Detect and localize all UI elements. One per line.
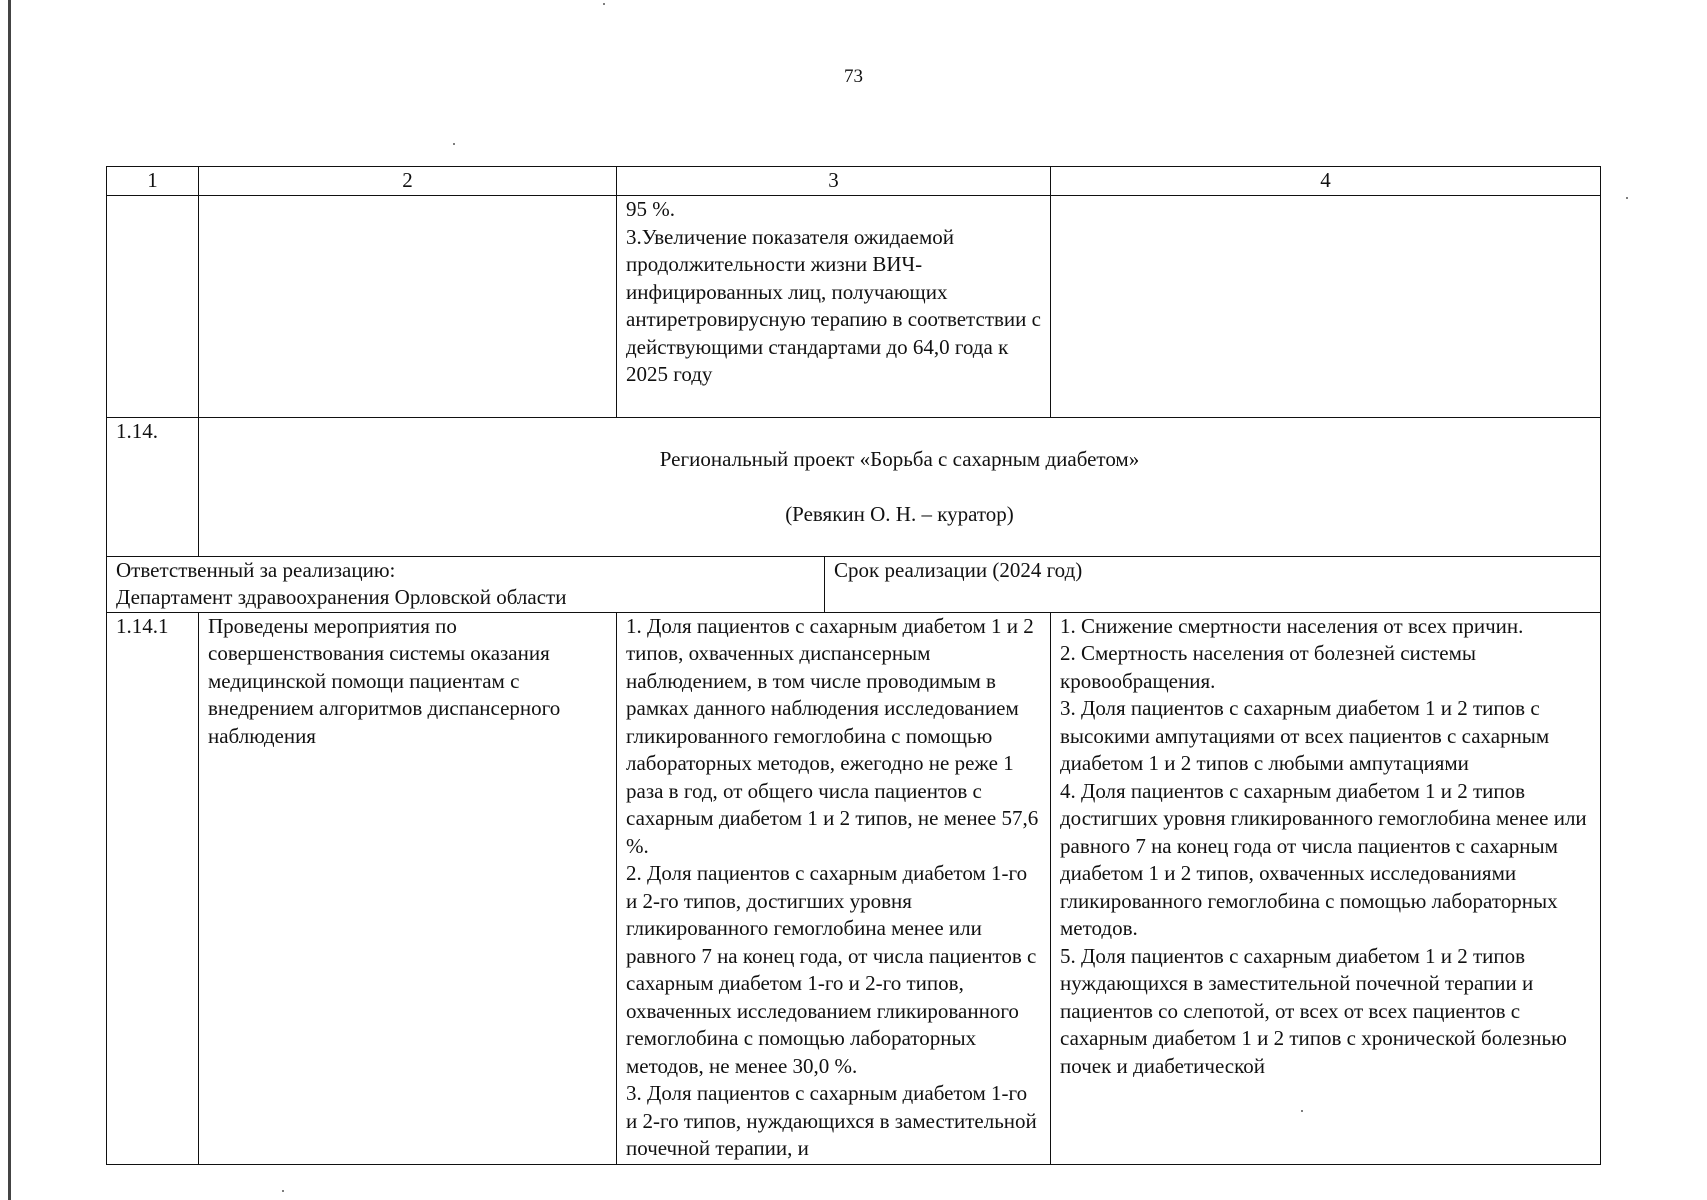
table-row-continuation [107, 196, 1601, 418]
main-number: 1.14.1 [107, 612, 199, 1164]
scan-speck [1626, 197, 1628, 199]
scan-edge-line [8, 0, 11, 1200]
measures-table [106, 166, 1601, 1165]
table-row-1-14-1 [107, 612, 1601, 1164]
responsible-cell: Ответственный за реализацию: Департамент здравоохранения Орловской области [107, 556, 825, 612]
scan-speck [453, 143, 455, 145]
continuation-cell-4 [1051, 196, 1601, 418]
project-title-cell [199, 418, 1601, 557]
project-number: 1.14. [107, 418, 199, 557]
project-curator: (Ревякин О. Н. – куратор) [785, 501, 1014, 526]
main-indicators: 1. Доля пациентов с сахарным диабетом 1 и 2 типов, охваченных диспансерным наблюдением, в том числе проводимым в рамках данного наблюдения исследованием гликированного гемоглобина с помощью лабораторных методов, ежегодно не реже 1 раза в год, от общего числа пациентов с сахарным диабетом 1 и 2 типов, не менее 57,6 %. 2. Доля пациентов с сахарным диабетом 1-го и 2-го типов, достигших уровня гликированного гемоглобина менее или равного 7 на конец года, от числа пациентов с сахарным диабетом 1-го и 2-го типов, охваченных исследованием гликированного гемоглобина с помощью лабораторных методов, не менее 30,0 %. 3. Доля пациентов с сахарным диабетом 1-го и 2-го типов, нуждающихся в заместительной почечной терапии, и [617, 612, 1051, 1164]
scan-speck [603, 3, 605, 5]
table-row-project [107, 418, 1601, 557]
header-cell-1: 1 [107, 167, 199, 196]
table-header-row [107, 167, 1601, 196]
scan-speck [282, 1190, 284, 1192]
continuation-cell-2 [199, 196, 617, 418]
table-row-responsibility [107, 556, 1601, 612]
main-results: 1. Снижение смертности населения от всех причин. 2. Смертность населения от болезней системы кровообращения. 3. Доля пациентов с сахарным диабетом 1 и 2 типов с высокими ампутациями от всех пациентов с сахарным диабетом 1 и 2 типов с любыми ампутациями 4. Доля пациентов с сахарным диабетом 1 и 2 типов достигших уровня гликированного гемоглобина менее или равного 7 на конец года от числа пациентов с сахарным диабетом 1 и 2 типов, охваченных исследованиями гликированного гемоглобина с помощью лабораторных методов. 5. Доля пациентов с сахарным диабетом 1 и 2 типов нуждающихся в заместительной почечной терапии и пациентов со слепотой, от всех от всех пациентов с сахарным диабетом 1 и 2 типов с хронической болезнью почек и диабетической [1051, 612, 1601, 1164]
project-title: Региональный проект «Борьба с сахарным диабетом» [659, 446, 1140, 471]
header-cell-3: 3 [617, 167, 1051, 196]
continuation-cell-3: 95 %. 3.Увеличение показателя ожидаемой продолжительности жизни ВИЧ-инфицированных лиц, получающих антиретровирусную терапию в соответствии с действующими стандартами до 64,0 года к 2025 году [617, 196, 1051, 418]
page-number: 73 [844, 66, 863, 87]
header-cell-2: 2 [199, 167, 617, 196]
continuation-cell-1 [107, 196, 199, 418]
main-event: Проведены мероприятия по совершенствования системы оказания медицинской помощи пациентам с внедрением алгоритмов диспансерного наблюдения [199, 612, 617, 1164]
header-cell-4: 4 [1051, 167, 1601, 196]
deadline-cell: Срок реализации (2024 год) [825, 556, 1601, 612]
